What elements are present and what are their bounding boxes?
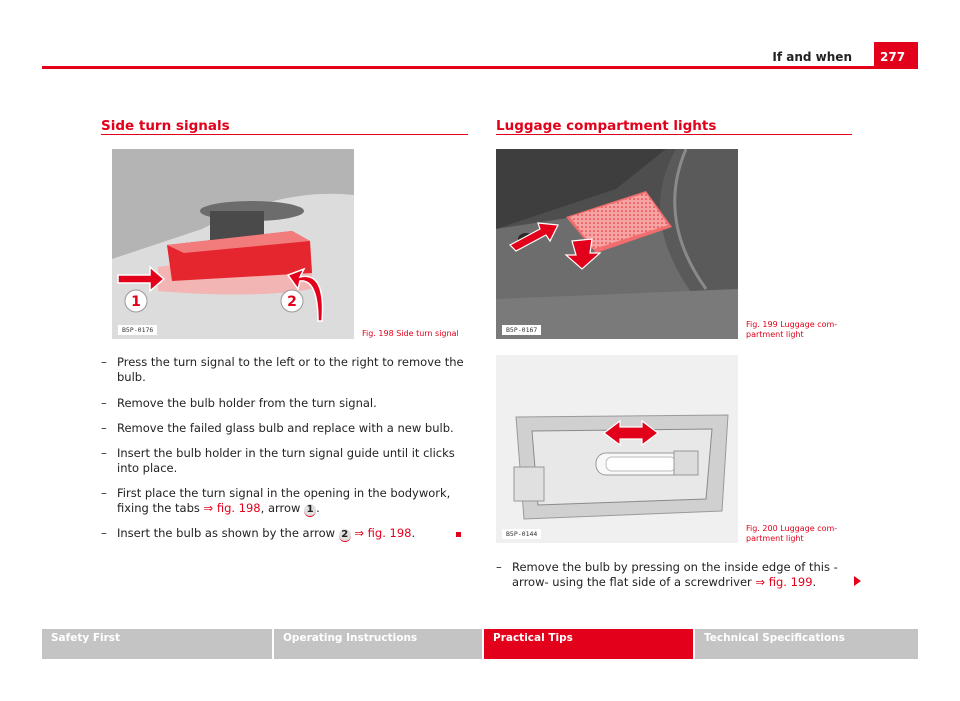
section-rule bbox=[496, 134, 852, 135]
arrow-number-badge: 2 bbox=[339, 529, 351, 542]
figure-reference-link[interactable]: ⇒ fig. 198 bbox=[203, 501, 261, 515]
instruction-step: – First place the turn signal in the opening in the bodywork, fixing the tabs ⇒ fig. 198, arrow 1 . bbox=[101, 486, 451, 515]
footer-tab-practical-tips[interactable]: Practical Tips bbox=[484, 629, 693, 659]
figure-luggage-light-2 bbox=[496, 355, 738, 543]
instruction-step: – Remove the bulb by pressing on the inside edge of this -arrow- using the flat side of a screwdriver ⇒ fig. 199. bbox=[496, 560, 838, 589]
figure-caption: Fig. 200 Luggage com- partment light bbox=[746, 524, 838, 543]
arrow-number-badge: 1 bbox=[304, 504, 316, 517]
page-number: 277 bbox=[874, 42, 918, 69]
section-rule bbox=[101, 134, 468, 135]
luggage-light-illustration bbox=[496, 149, 738, 339]
turn-signal-illustration bbox=[112, 149, 354, 339]
section-end-marker bbox=[456, 532, 461, 537]
footer-tab-operating-instructions[interactable]: Operating Instructions bbox=[274, 629, 482, 659]
section-title-luggage-lights: Luggage compartment lights bbox=[496, 118, 717, 134]
figure-luggage-light-1 bbox=[496, 149, 738, 339]
instruction-step: – Remove the failed glass bulb and replace with a new bulb. bbox=[101, 421, 454, 435]
bulb-holder-illustration bbox=[496, 355, 738, 543]
figure-side-turn-signal bbox=[112, 149, 354, 339]
header-rule bbox=[42, 66, 918, 69]
instruction-step: – Remove the bulb holder from the turn signal. bbox=[101, 396, 377, 410]
figure-code: B5P-0144 bbox=[502, 529, 541, 539]
instruction-step: – Insert the bulb as shown by the arrow 2 ⇒ fig. 198. bbox=[101, 526, 416, 540]
continue-arrow-icon bbox=[854, 576, 861, 586]
figure-caption: Fig. 199 Luggage com- partment light bbox=[746, 320, 838, 339]
figure-caption: Fig. 198 Side turn signal bbox=[362, 329, 459, 338]
figure-code: B5P-0167 bbox=[502, 325, 541, 335]
figure-label-1: 1 bbox=[131, 294, 141, 310]
figure-reference-link[interactable]: ⇒ fig. 198 bbox=[354, 526, 412, 540]
footer-tab-technical-specifications[interactable]: Technical Specifications bbox=[695, 629, 918, 659]
figure-code: B5P-0176 bbox=[118, 325, 157, 335]
section-title-side-turn-signals: Side turn signals bbox=[101, 118, 230, 134]
footer-tab-safety-first[interactable]: Safety First bbox=[42, 629, 272, 659]
instruction-step: – Insert the bulb holder in the turn signal guide until it clicks into place. bbox=[101, 446, 455, 475]
figure-reference-link[interactable]: ⇒ fig. 199 bbox=[755, 575, 813, 589]
figure-label-2: 2 bbox=[287, 294, 297, 310]
instruction-step: – Press the turn signal to the left or to the right to remove the bulb. bbox=[101, 355, 464, 384]
running-header-title: If and when bbox=[772, 50, 852, 64]
